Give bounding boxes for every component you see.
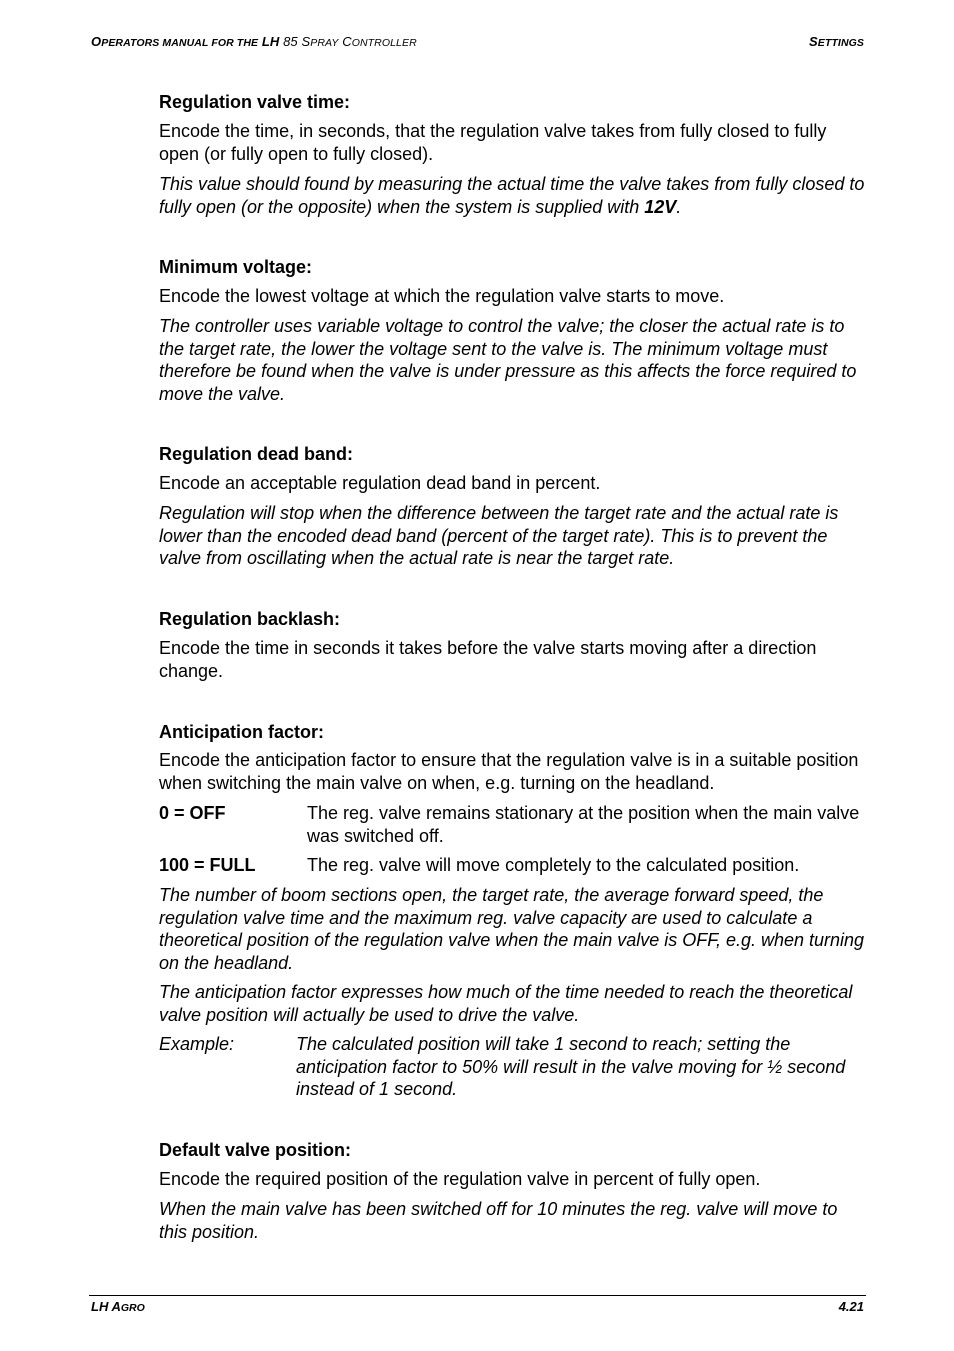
section-body: Encode the anticipation factor to ensure that the regulation valve is in a suitable position when switching the main valve on when, e.g. turning on the headland. xyxy=(159,750,859,793)
section-title: Regulation dead band: xyxy=(159,444,354,464)
header-cap-c: C xyxy=(342,34,352,49)
header-lh: LH xyxy=(261,34,280,49)
header-smallcaps-1: PERATORS MANUAL FOR THE xyxy=(101,37,259,49)
footer-cap-a: A xyxy=(111,1299,121,1314)
running-header-title xyxy=(91,34,417,49)
note-end: . xyxy=(676,196,682,217)
section-title: Regulation backlash: xyxy=(159,609,341,629)
example-label: Example: xyxy=(159,1034,235,1054)
header-model-number: 85 xyxy=(283,34,298,49)
footer-smallcaps: GRO xyxy=(120,1302,145,1314)
example-text: The calculated position will take 1 second to reach; setting the anticipation factor to 50% will result in the valve moving for ½ second instead of 1 second. xyxy=(296,1034,846,1099)
footer-lh: LH xyxy=(91,1299,109,1314)
header-section-smallcaps: ETTINGS xyxy=(817,37,864,49)
section-body: Encode the lowest voltage at which the regulation valve starts to move. xyxy=(159,286,725,306)
footer-rule xyxy=(89,1295,866,1296)
section-title: Regulation valve time: xyxy=(159,92,351,112)
footer-company xyxy=(91,1299,145,1314)
section-note: The controller uses variable voltage to control the valve; the closer the actual rate is to the target rate, the lower the voltage sent to the valve is. The minimum voltage must therefore be found when the valve is under pressure as this affects the force required to move the valve. xyxy=(159,316,857,404)
section-note: The anticipation factor expresses how much of the time needed to reach the theoretical valve position will actually be used to drive the valve. xyxy=(159,982,853,1025)
header-section-cap: S xyxy=(809,34,818,49)
page-number: 4.21 xyxy=(838,1299,864,1314)
header-cap-s: S xyxy=(301,34,311,49)
header-smallcaps-3: ONTROLLER xyxy=(351,37,417,49)
header-cap-o: O xyxy=(91,34,102,49)
section-body: Encode an acceptable regulation dead band in percent. xyxy=(159,473,601,493)
header-smallcaps-2: PRAY xyxy=(310,37,339,49)
section-note: Regulation will stop when the difference between the target rate and the actual rate is lower than the encoded dead band (percent of the target rate). This is to prevent the valve from oscillating when the actual rate is near the target rate. xyxy=(159,503,839,568)
section-note: The number of boom sections open, the target rate, the average forward speed, the regulation valve time and the maximum reg. valve capacity are used to calculate a theoretical position of the regulation valve when the main valve is OFF, e.g. when turning on the headland. xyxy=(159,885,865,973)
definition-key: 0 = OFF xyxy=(159,803,226,823)
section-title: Minimum voltage: xyxy=(159,257,313,277)
section-note: When the main valve has been switched off for 10 minutes the reg. valve will move to this position. xyxy=(159,1199,838,1242)
note-text: This value should found by measuring the actual time the valve takes from fully closed to fully open (or the opposite) when the system is supplied with xyxy=(159,174,865,217)
section-title: Anticipation factor: xyxy=(159,722,324,742)
definition-key: 100 = FULL xyxy=(159,855,256,875)
section-body: Encode the time, in seconds, that the regulation valve takes from fully closed to fully open (or fully open to fully closed). xyxy=(159,121,827,164)
section-body: Encode the required position of the regulation valve in percent of fully open. xyxy=(159,1169,761,1189)
section-body: Encode the time in seconds it takes before the valve starts moving after a direction change. xyxy=(159,638,817,681)
running-header-section xyxy=(809,34,864,49)
section-note xyxy=(159,173,869,218)
definition-value: The reg. valve remains stationary at the position when the main valve was switched off. xyxy=(307,803,860,846)
section-title: Default valve position: xyxy=(159,1140,352,1160)
note-bold-value: 12V xyxy=(644,196,677,217)
definition-value: The reg. valve will move completely to the calculated position. xyxy=(307,855,800,875)
